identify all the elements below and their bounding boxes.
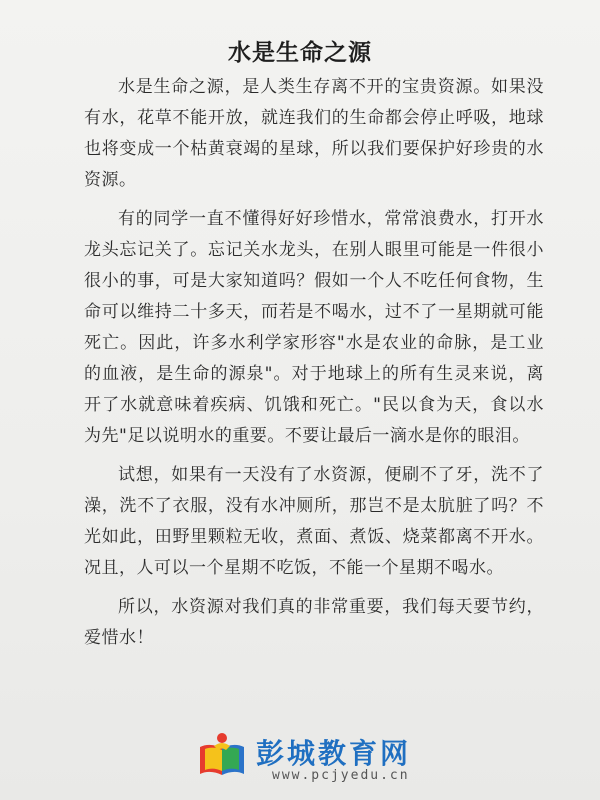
paragraph-3: 试想，如果有一天没有了水资源，便刷不了牙，洗不了澡，洗不了衣服，没有水冲厕所，那岂不是太肮脏了吗？不光如此，田野里颗粒无收，煮面、煮饭、烧菜都离不开水。况且，人可以一个星期不吃饭，不能一个星期不喝水。 [84, 465, 544, 578]
paragraph-1: 水是生命之源，是人类生存离不开的宝贵资源。如果没有水，花草不能开放，就连我们的生命都会停止呼吸，地球也将变成一个枯黄衰竭的星球，所以我们要保护好珍贵的水资源。 [84, 77, 544, 190]
site-url: www.pcjyedu.cn [272, 768, 410, 783]
book-logo-icon [196, 730, 248, 782]
site-watermark [196, 730, 436, 790]
site-name: 彭城教育网 [256, 737, 412, 770]
paragraph-4: 所以，水资源对我们真的非常重要，我们每天要节约，爱惜水！ [84, 597, 544, 648]
essay-title: 水是生命之源 [228, 40, 372, 66]
paragraph-2: 有的同学一直不懂得好好珍惜水，常常浪费水，打开水龙头忘记关了。忘记关水龙头，在别人眼里可能是一件很小很小的事，可是大家知道吗？假如一个人不吃任何食物，生命可以维持二十多天，而若是不喝水，过不了一星期就可能死亡。因此，许多水利学家形容"水是农业的命脉，是工业的血液，是生命的源泉"。对于地球上的所有生灵来说，离开了水就意味着疾病、饥饿和死亡。"民以食为天，食以水为先"足以说明水的重要。不要让最后一滴水是你的眼泪。 [84, 209, 544, 446]
essay-body [84, 72, 544, 662]
